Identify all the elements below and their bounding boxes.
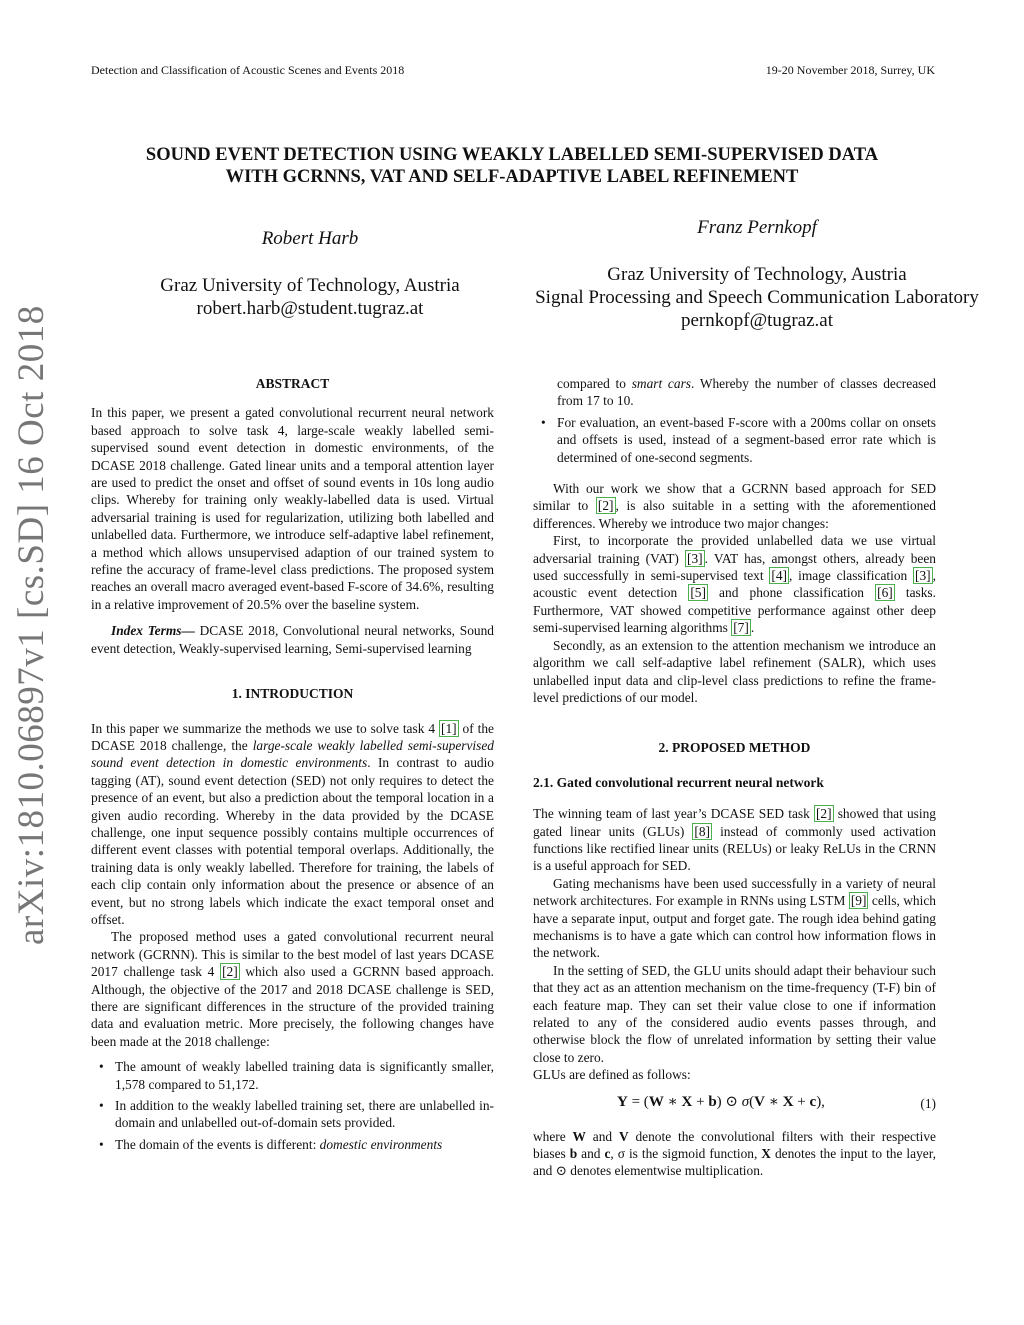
right-column	[533, 375, 936, 1180]
citation-link[interactable]: [7]	[733, 620, 749, 636]
introduction-heading: 1. INTRODUCTION	[231, 686, 354, 702]
author-name: Robert Harb	[261, 228, 359, 249]
abstract-text: In this paper, we present a gated convolutional recurrent neural network based approach to solve task 4, large-scale weakly labelled semi-supervised sound event detection in domestic environments, of the DCASE 2018 challenge. Gated linear units and a temporal attention layer are used to predict the onset and offset of sound events in 10s long audio clips. Whereby for training only weakly-labelled data is used. Virtual adversarial training is used for regularization, utilizing both labelled and unlabelled data. Furthermore, we introduce self-adaptive label refinement, a method which allows unsupervised adaption of our trained system to refine the accuracy of frame-level class predictions. The proposed system reaches an overall macro averaged event-based F-score of 34.6%, resulting in a relative improvement of 20.5% over the baseline system.	[91, 405, 494, 612]
author-email: pernkopf@tugraz.at	[680, 310, 834, 331]
citation-link[interactable]: [8]	[694, 823, 711, 839]
intro-paragraph-1: In this paper we summarize the methods we use to solve task 4 [1] of the DCASE 2018 challenge, the large-scale weakly labelled semi-supervised sound event detection in domestic environments. In contrast to audio tagging (AT), sound event detection (SED) not only requires to detect the presence of an event, but also a prediction about the temporal location in a given audio recording. Whereby in the data provided by the DCASE challenge, one input sequence possibly contains multiple occurrences of different event classes with potential temporal overlaps. Additionally, the training data is only weakly labelled. Therefore for training, the labels of each clip contain only information about the presence or absence of an event, but no strong labels which indicate the exact temporal onset and offset.	[91, 720, 495, 927]
title-line-1: SOUND EVENT DETECTION USING WEAKLY LABELLED SEMI-SUPERVISED DATA	[145, 145, 879, 165]
arxiv-stamp: arXiv:1810.06897v1 [cs.SD] 16 Oct 2018	[11, 305, 52, 945]
author-email: robert.harb@student.tugraz.at	[196, 298, 424, 319]
list-item: • The amount of weakly labelled training data is significantly smaller, 1,578 compared to 51,172.	[91, 1058, 494, 1093]
method-paragraph-5: where W and V denote the convolutional filters with their respective biases b and c, σ is the sigmoid function, X denotes the input to the layer, and ⊙ denotes elementwise multiplication.	[533, 1128, 937, 1179]
paper-title	[80, 144, 944, 188]
glu-equation: Y = (W ∗ X + b) ⊙ σ(V ∗ X + c),	[617, 1093, 825, 1110]
changes-list	[91, 1058, 494, 1153]
equation-number: (1)	[920, 1095, 936, 1111]
list-item: • For evaluation, an event-based F-score with a 200ms collar on onsets and offsets is used, instead of a segment-based error rate which is determined of one-second segments.	[533, 414, 936, 466]
author-lab: Signal Processing and Speech Communication Laboratory	[535, 287, 979, 308]
author-block-2	[510, 217, 1004, 332]
citation-link[interactable]: [4]	[771, 568, 787, 584]
running-header-left: Detection and Classification of Acoustic Scenes and Events 2018	[91, 63, 405, 77]
intro-paragraph-4: First, to incorporate the provided unlabelled data we use virtual adversarial training (VAT) [3] . VAT has, amongst others, already been used successfully in semi-supervised text [4] , image classification [3] , acoustic event detection [5] and phone classification [6] tasks. Furthermore, VAT showed competitive performance against other deep semi-supervised learning algorithms [7] .	[533, 533, 936, 636]
citation-link[interactable]: [2]	[815, 806, 832, 822]
method-paragraph-3: In the setting of SED, the GLU units should adapt their behaviour such that they act as an attention mechanism on the time-frequency (T-F) bin of each feature map. They can set their value close to one if information related to any of the considered audio events passes through, and otherwise block the flow of unrelated information by setting their value close to zero.	[533, 962, 936, 1065]
list-item-continuation: compared to smart cars. Whereby the number of classes decreased from 17 to 10.	[557, 376, 936, 409]
author-affiliation: Graz University of Technology, Austria	[160, 275, 460, 296]
left-column	[91, 375, 494, 1157]
author-affiliation: Graz University of Technology, Austria	[607, 264, 907, 285]
list-item: • In addition to the weakly labelled training set, there are unlabelled in-domain and unlabelled out-of-domain sets provided.	[91, 1097, 494, 1132]
intro-paragraph-2: The proposed method uses a gated convolutional recurrent neural network (GCRNN). This is similar to the best model of last years DCASE 2017 challenge task 4 [2] which also used a GCRNN based approach. Although, the objective of the 2017 and 2018 DCASE challenge is SED, there are significant differences in the structure of the provided training data and evaluation metric. More precisely, the following changes have been made at the 2018 challenge:	[91, 929, 494, 1049]
citation-link[interactable]: [6]	[877, 585, 893, 601]
citation-link[interactable]: [2]	[222, 964, 238, 980]
citation-link[interactable]: [5]	[690, 585, 706, 601]
citation-link[interactable]: [2]	[597, 498, 614, 514]
author-name: Franz Pernkopf	[697, 217, 817, 238]
citation-link[interactable]: [3]	[687, 550, 703, 566]
author-block-1	[130, 228, 490, 320]
subsection-heading: 2.1. Gated convolutional recurrent neural network	[533, 774, 824, 790]
index-terms-label: Index Terms—	[111, 623, 195, 639]
method-paragraph-1: The winning team of last year’s DCASE SED task [2] showed that using gated linear units (GLUs) [8] instead of commonly used activation functions like rectified linear units (RELUs) or leaky ReLUs in the CRNN is a useful approach for SED.	[533, 806, 936, 874]
title-line-2: WITH GCRNNS, VAT AND SELF-ADAPTIVE LABEL REFINEMENT	[225, 167, 799, 187]
changes-list-continued	[533, 375, 936, 466]
intro-paragraph-3: With our work we show that a GCRNN based approach for SED similar to [2] , is also suitable in a setting with the aforementioned differences. Whereby we introduce two major changes:	[533, 481, 936, 531]
running-header-right: 19-20 November 2018, Surrey, UK	[765, 63, 935, 77]
list-item: • The domain of the events is different: domestic environments	[91, 1136, 494, 1153]
citation-link[interactable]: [9]	[850, 893, 867, 909]
citation-link[interactable]: [1]	[440, 720, 457, 736]
equation-block	[533, 1084, 936, 1122]
proposed-method-heading: 2. PROPOSED METHOD	[658, 740, 811, 756]
method-paragraph-4: GLUs are defined as follows:	[533, 1067, 691, 1083]
abstract-heading: ABSTRACT	[255, 376, 330, 391]
intro-paragraph-5: Secondly, as an extension to the attention mechanism we introduce an algorithm we call self-adaptive label refinement (SALR), which uses unlabelled input data and clip-level class predictions to refine the frame-level predictions of our model.	[533, 637, 936, 705]
index-terms: Index Terms— DCASE 2018, Convolutional neural networks, Sound event detection, Weakly-supervised learning, Semi-supervised learning	[91, 623, 494, 656]
method-paragraph-2: Gating mechanisms have been used successfully in a variety of neural network architectures. For example in RNNs using LSTM [9] cells, which have a separate input, output and forget gate. The rough idea behind gating mechanisms is to have a gate which can control how information flows in the network.	[533, 875, 936, 961]
citation-link[interactable]: [3]	[915, 568, 931, 584]
